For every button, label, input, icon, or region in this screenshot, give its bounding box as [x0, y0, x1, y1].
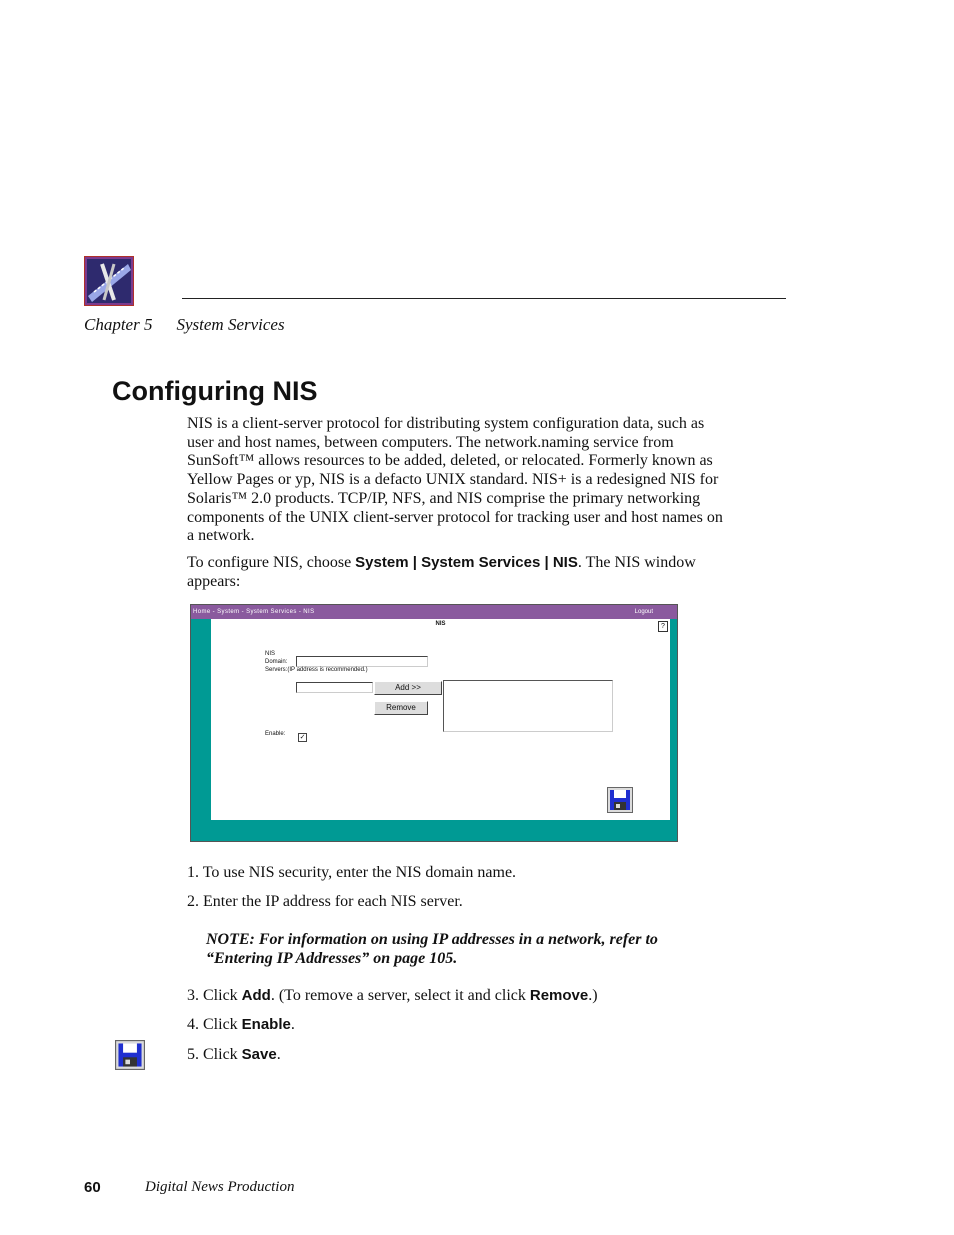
- chapter-title: System Services: [176, 315, 285, 334]
- add-server-button[interactable]: Add >>: [374, 681, 442, 695]
- step-text: Click: [203, 987, 242, 1004]
- step-number: 3.: [187, 987, 199, 1004]
- menu-path: System | System Services | NIS: [355, 554, 578, 571]
- running-header: [84, 315, 285, 335]
- enable-checkbox[interactable]: ✓: [299, 733, 306, 741]
- save-floppy-icon[interactable]: [607, 787, 633, 813]
- note: NOTE: For information on using IP addresses in a network, refer to “Entering IP Addresses” on page 105.: [206, 931, 658, 967]
- book-title: Digital News Production: [145, 1179, 295, 1195]
- step-text: .: [276, 1046, 281, 1063]
- step-text: . (To remove a server, select it and click: [270, 987, 530, 1004]
- step-text: Click: [203, 1016, 242, 1033]
- nav-bar: [191, 605, 677, 619]
- add-ui-term: Add: [241, 987, 271, 1004]
- save-ui-term: Save: [241, 1046, 277, 1063]
- configure-paragraph: [187, 554, 732, 591]
- step-number: 4.: [187, 1016, 199, 1033]
- window-title: NIS: [435, 621, 446, 627]
- configure-prefix: To configure NIS, choose: [187, 554, 356, 571]
- remove-server-button[interactable]: Remove: [374, 701, 428, 715]
- nis-panel: [211, 619, 670, 820]
- step-1: [187, 864, 516, 882]
- step-2: [187, 893, 463, 911]
- servers-listbox[interactable]: [443, 680, 613, 732]
- page-number: 60: [84, 1179, 101, 1196]
- step-4: [187, 1016, 295, 1034]
- server-ip-input[interactable]: [296, 682, 373, 693]
- domain-label-line1: NIS: [265, 651, 276, 657]
- nis-domain-input[interactable]: [296, 656, 428, 667]
- enable-ui-term: Enable: [241, 1016, 291, 1033]
- header-rule: [182, 298, 786, 299]
- section-title: Configuring NIS: [112, 376, 318, 406]
- intro-paragraph: NIS is a client-server protocol for distributing system configuration data, such as user and host names, between computers. The network.naming service from SunSoft™ allows resources to be added, deleted, or relocated. Formerly known as Yellow Pages or yp, NIS is a defacto UNIX standard. NIS+ is a redesigned NIS for Solaris™ 2.0 products. TCP/IP, NFS, and NIS comprise the primary networking components of the UNIX client-server protocol for tracking user and host names on a network.: [187, 415, 723, 545]
- breadcrumb[interactable]: Home - System - System Services - NIS: [193, 609, 315, 615]
- step-text: .): [588, 987, 598, 1004]
- step-5: [187, 1046, 281, 1064]
- nis-window-screenshot: [190, 604, 678, 842]
- enable-label: Enable:: [265, 731, 286, 737]
- step-number: 5.: [187, 1046, 199, 1063]
- chapter-logo-icon: [84, 256, 134, 306]
- step-number: 2.: [187, 893, 199, 910]
- configure-suffix: . The NIS window appears:: [187, 554, 696, 590]
- step-text: Click: [203, 1046, 242, 1063]
- remove-ui-term: Remove: [529, 987, 589, 1004]
- help-icon[interactable]: ?: [658, 621, 668, 632]
- logout-link[interactable]: Logout: [634, 609, 653, 615]
- chapter-label: Chapter 5: [84, 315, 153, 334]
- step-text: Enter the IP address for each NIS server.: [203, 893, 463, 910]
- step-text: To use NIS security, enter the NIS domain name.: [202, 864, 517, 881]
- domain-label-line2: Domain:: [265, 659, 288, 665]
- step-text: .: [290, 1016, 295, 1033]
- servers-label: Servers:(IP address is recommended.): [265, 667, 368, 673]
- step-3: [187, 987, 598, 1005]
- step-number: 1.: [187, 864, 199, 881]
- save-floppy-icon: [115, 1040, 145, 1070]
